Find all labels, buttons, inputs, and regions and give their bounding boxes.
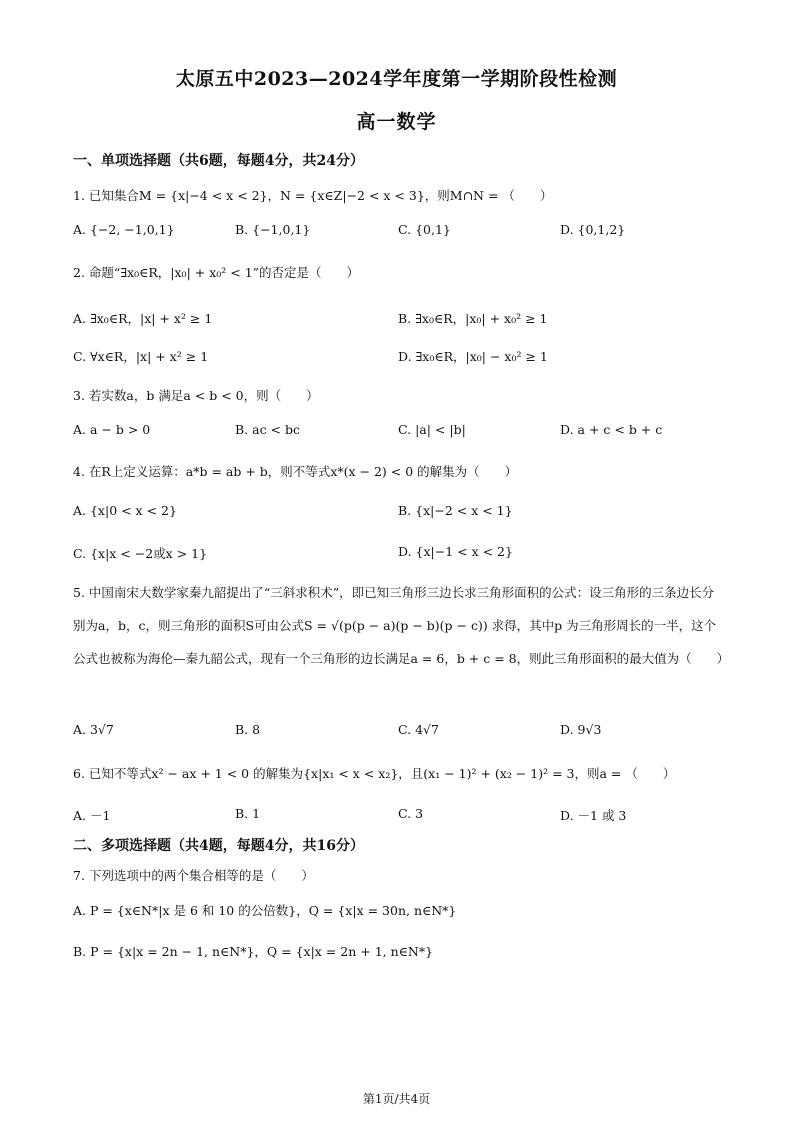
- q5-option-a: A. 3√7: [73, 722, 114, 737]
- q3-option-a: A. a − b > 0: [73, 422, 151, 437]
- q4-option-a: A. {x|0 < x < 2}: [73, 503, 177, 518]
- exam-title: 太原五中2023—2024学年度第一学期阶段性检测: [175, 68, 618, 90]
- q4-option-d: D. {x|−1 < x < 2}: [398, 544, 513, 559]
- question-7: 7. 下列选项中的两个集合相等的是（ ）: [73, 868, 314, 883]
- q7-option-a: A. P = {x∈N*|x 是 6 和 10 的公倍数}，Q = {x|x = 30n, n∈N*}: [73, 903, 457, 918]
- q4-option-b: B. {x|−2 < x < 1}: [398, 503, 513, 518]
- section-multi-choice: 二、多项选择题（共4题，每题4分，共16分）: [73, 838, 364, 854]
- q2-option-d: D. ∃x₀∈R，|x₀| − x₀² ≥ 1: [398, 349, 548, 364]
- exam-subtitle: 高一数学: [356, 111, 437, 133]
- q2-option-c: C. ∀x∈R，|x| + x² ≥ 1: [73, 349, 209, 364]
- section-single-choice: 一、单项选择题（共6题，每题4分，共24分）: [73, 153, 364, 169]
- q4-option-c: C. {x|x < −2或x > 1}: [73, 546, 208, 561]
- question-1: 1. 已知集合M = {x|−4 < x < 2}，N = {x∈Z|−2 < x < 3}，则M∩N = （ ）: [73, 188, 553, 203]
- question-3: 3. 若实数a，b 满足a < b < 0，则（ ）: [73, 388, 319, 403]
- q5-option-d: D. 9√3: [560, 722, 602, 737]
- q3-option-d: D. a + c < b + c: [560, 422, 663, 437]
- question-6: 6. 已知不等式x² − ax + 1 < 0 的解集为{x|x₁ < x < x₂}，且(x₁ − 1)² + (x₂ − 1)² = 3，则a = （ ）: [73, 766, 676, 781]
- q6-option-b: B. 1: [235, 806, 261, 821]
- q3-option-b: B. ac < bc: [235, 422, 301, 437]
- q1-option-b: B. {−1,0,1}: [235, 222, 311, 237]
- q1-option-a: A. {−2, −1,0,1}: [73, 222, 175, 237]
- question-5: 5. 中国南宋大数学家秦九韶提出了“三斜求积术”，即已知三角形三边长求三角形面积的公式：设三角形的三条边长分别为a，b，c，则三角形的面积S可由公式S = √(p(p − a)(p − b)(p − c)) 求得，其中p 为三角形周长的一半，这个公式也被称为海伦—秦九韶公式，现有一个三角形的边长满足a = 6，b + c = 8，则此三角形面积的最大值为（ ）: [73, 585, 730, 666]
- q6-option-d: D. －1 或 3: [560, 808, 627, 823]
- page-number: 第1页/共4页: [362, 1092, 431, 1106]
- q2-option-b: B. ∃x₀∈R，|x₀| + x₀² ≥ 1: [398, 311, 548, 326]
- q7-option-b: B. P = {x|x = 2n − 1, n∈N*}，Q = {x|x = 2n + 1, n∈N*}: [73, 944, 434, 959]
- question-2: 2. 命题“∃x₀∈R，|x₀| + x₀² < 1”的否定是（ ）: [73, 265, 360, 280]
- q5-option-b: B. 8: [235, 722, 261, 737]
- q6-option-a: A. －1: [73, 808, 111, 823]
- q6-option-c: C. 3: [398, 806, 424, 821]
- q2-option-a: A. ∃x₀∈R，|x| + x² ≥ 1: [73, 311, 213, 326]
- question-4: 4. 在R上定义运算：a*b = ab + b，则不等式x*(x − 2) < 0 的解集为（ ）: [73, 464, 518, 479]
- q1-option-d: D. {0,1,2}: [560, 222, 626, 237]
- q3-option-c: C. |a| < |b|: [398, 422, 466, 437]
- q1-option-c: C. {0,1}: [398, 222, 451, 237]
- q5-option-c: C. 4√7: [398, 722, 439, 737]
